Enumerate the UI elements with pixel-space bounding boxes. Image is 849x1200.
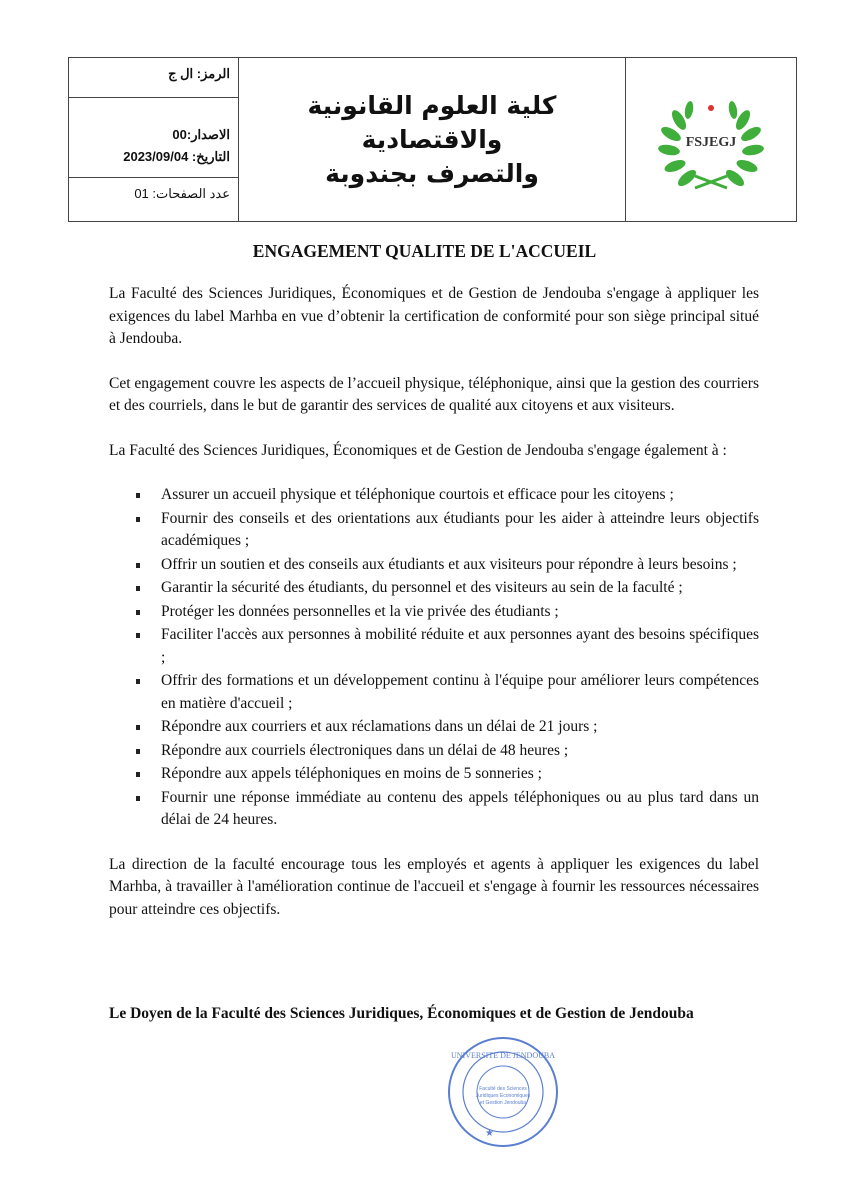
list-item: Répondre aux courriels électroniques dans un délai de 48 heures ; xyxy=(161,740,759,763)
svg-text:FSJEGJ: FSJEGJ xyxy=(685,134,737,150)
document-date: التاريخ: 2023/09/04 xyxy=(123,149,230,164)
svg-text:★: ★ xyxy=(485,1128,494,1139)
official-stamp xyxy=(443,1034,563,1155)
document-header-table xyxy=(68,57,797,222)
list-item: Garantir la sécurité des étudiants, du personnel et des visiteurs au sein de la faculté ; xyxy=(161,577,759,600)
svg-text:UNIVERSITE DE JENDOUBA: UNIVERSITE DE JENDOUBA xyxy=(451,1051,555,1060)
list-item: Offrir un soutien et des conseils aux étudiants et aux visiteurs pour répondre à leurs besoins ; xyxy=(161,554,759,577)
version-date-cell xyxy=(69,98,238,178)
svg-text:et Gestion Jendouba: et Gestion Jendouba xyxy=(479,1100,527,1106)
intro-paragraph: La Faculté des Sciences Juridiques, Économiques et de Gestion de Jendouba s'engage à appliquer les exigences du label Marhba en vue d’obtenir la certification de conformité pour son siège principal situé à Jendouba. xyxy=(109,285,759,347)
institution-name xyxy=(239,58,626,221)
document-title: ENGAGEMENT QUALITE DE L'ACCUEIL xyxy=(252,241,597,261)
page-count: عدد الصفحات: 01 xyxy=(134,186,230,201)
university-seal-icon xyxy=(443,1034,563,1150)
scope-paragraph: Cet engagement couvre les aspects de l’accueil physique, téléphonique, ainsi que la gestion des courriers et des courriels, dans le but de garantir des services de qualité aux citoyens et aux visiteurs. xyxy=(109,374,759,414)
list-item: Offrir des formations et un développement continu à l'équipe pour améliorer leurs compétences en matière d'accueil ; xyxy=(161,670,759,715)
list-item: Fournir des conseils et des orientations aux étudiants pour les aider à atteindre leurs objectifs académiques ; xyxy=(161,508,759,553)
logo-cell xyxy=(626,58,796,221)
document-code: الرمز: ال ج xyxy=(69,58,238,98)
document-metadata-column xyxy=(69,58,239,221)
list-item: Protéger les données personnelles et la vie privée des étudiants ; xyxy=(161,601,759,624)
svg-text:Juridiques Economiques: Juridiques Economiques xyxy=(475,1093,531,1099)
list-item: Répondre aux courriers et aux réclamations dans un délai de 21 jours ; xyxy=(161,716,759,739)
closing-paragraph: La direction de la faculté encourage tous les employés et agents à appliquer les exigences du label Marhba, à travailler à l'amélioration continue de l'accueil et s'engage à fournir les ressources nécessaires pour atteindre ces objectifs. xyxy=(109,855,759,918)
list-item: Faciliter l'accès aux personnes à mobilité réduite et aux personnes ayant des besoins spécifiques ; xyxy=(161,624,759,669)
list-item: Assurer un accueil physique et téléphonique courtois et efficace pour les citoyens ; xyxy=(161,484,759,507)
signature-line: Le Doyen de la Faculté des Sciences Juridiques, Économiques et de Gestion de Jendouba xyxy=(109,1005,694,1022)
list-item: Répondre aux appels téléphoniques en moins de 5 sonneries ; xyxy=(161,763,759,786)
laurel-wreath-logo-icon xyxy=(651,80,771,200)
institution-name-line2: والتصرف بجندوبة xyxy=(325,158,539,188)
list-item: Fournir une réponse immédiate au contenu des appels téléphoniques ou au plus tard dans un délai de 24 heures. xyxy=(161,787,759,832)
document-version: الاصدار:00 xyxy=(172,127,230,142)
commitment-intro-paragraph: La Faculté des Sciences Juridiques, Économiques et de Gestion de Jendouba s'engage également à : xyxy=(109,441,727,459)
svg-text:Faculté des Sciences: Faculté des Sciences xyxy=(479,1086,527,1092)
commitments-list xyxy=(109,484,759,832)
institution-name-line1: كلية العلوم القانونية والاقتصادية xyxy=(307,90,557,154)
document-body xyxy=(109,283,759,943)
